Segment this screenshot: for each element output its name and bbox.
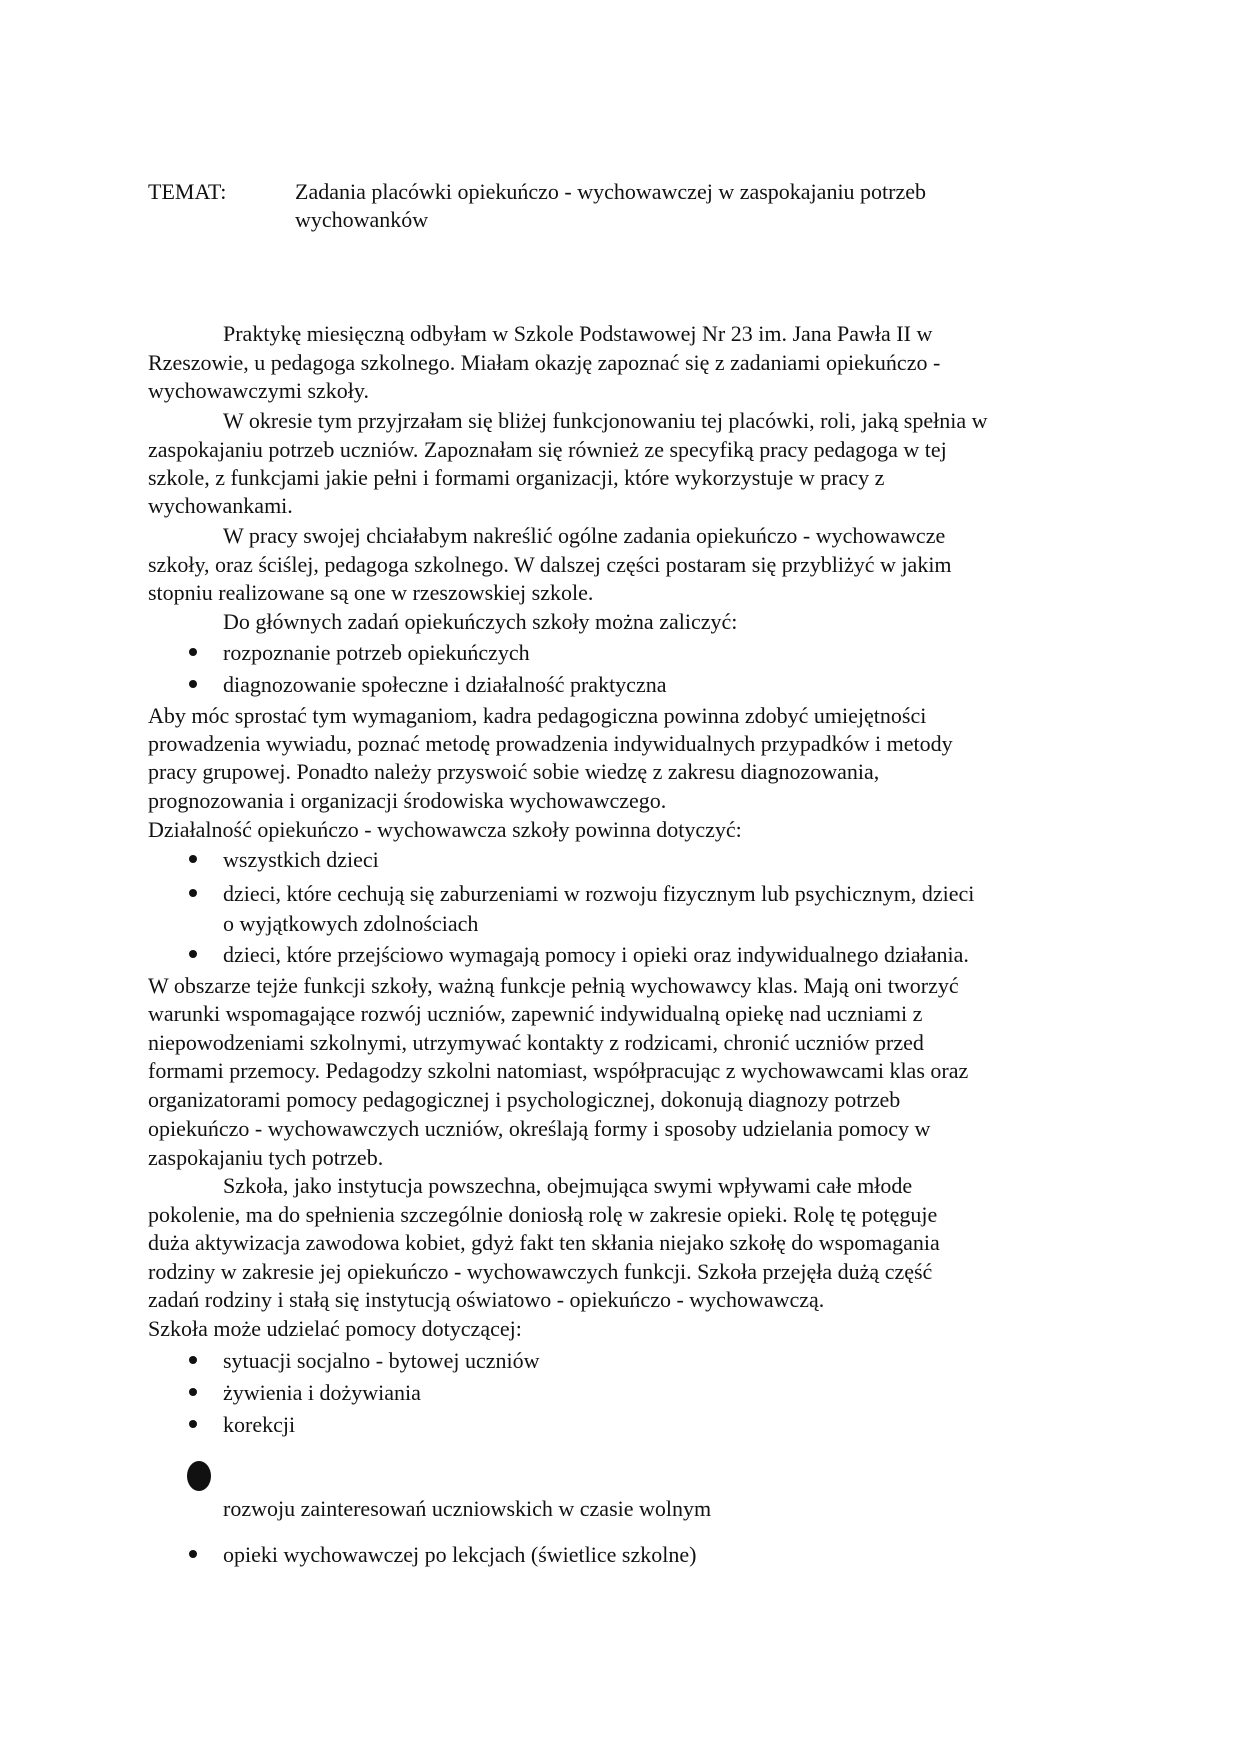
heading-text: wychowanków bbox=[295, 207, 429, 233]
bullet-icon bbox=[189, 1388, 197, 1396]
paragraph-line: zadań rodziny i stałą się instytucją oświatowo - opiekuńczo - wychowawczą. bbox=[148, 1287, 825, 1313]
paragraph-line: duża aktywizacja zawodowa kobiet, gdyż fakt ten skłania niejako szkołę do wspomagania bbox=[148, 1230, 940, 1256]
bullet-icon bbox=[189, 889, 197, 897]
paragraph-line: W okresie tym przyjrzałam się bliżej funkcjonowaniu tej placówki, roli, jaką spełnia w bbox=[223, 408, 988, 434]
bullet-icon bbox=[189, 648, 197, 656]
paragraph-line: Szkoła może udzielać pomocy dotyczącej: bbox=[148, 1316, 522, 1342]
paragraph-line: niepowodzeniami szkolnymi, utrzymywać kontakty z rodzicami, chronić uczniów przed bbox=[148, 1030, 924, 1056]
bullet-icon bbox=[189, 1550, 197, 1558]
list-item-text: rozpoznanie potrzeb opiekuńczych bbox=[223, 640, 530, 666]
paragraph-line: szkoły, oraz ściślej, pedagoga szkolnego. W dalszej części postaram się przybliżyć w jakim bbox=[148, 552, 952, 578]
heading-text: Zadania placówki opiekuńczo - wychowawczej w zaspokajaniu potrzeb bbox=[295, 179, 927, 205]
paragraph-line: wychowawczymi szkoły. bbox=[148, 377, 369, 403]
list-item-text: wszystkich dzieci bbox=[223, 847, 379, 873]
bullet-icon bbox=[189, 1356, 197, 1364]
paragraph-line: Szkoła, jako instytucja powszechna, obejmująca swymi wpływami całe młode bbox=[223, 1173, 913, 1199]
bullet-icon bbox=[189, 680, 197, 688]
paragraph-line: Aby móc sprostać tym wymaganiom, kadra pedagogiczna powinna zdobyć umiejętności bbox=[148, 702, 927, 728]
bullet-icon bbox=[189, 1420, 197, 1428]
bullet-icon bbox=[189, 855, 197, 863]
heading-text: TEMAT: bbox=[148, 179, 227, 205]
paragraph-line: Do głównych zadań opiekuńczych szkoły można zaliczyć: bbox=[223, 609, 738, 635]
paragraph-line: stopniu realizowane są one w rzeszowskiej szkole. bbox=[148, 580, 594, 606]
paragraph-line: wychowankami. bbox=[148, 493, 293, 518]
list-item-text: dzieci, które cechują się zaburzeniami w rozwoju fizycznym lub psychicznym, dzieci bbox=[223, 880, 975, 906]
bullet-icon bbox=[189, 950, 197, 958]
list-item-text: rozwoju zainteresowań uczniowskich w czasie wolnym bbox=[223, 1496, 712, 1522]
paragraph-line: zaspokajaniu potrzeb uczniów. Zapoznałam się również ze specyfiką pracy pedagoga w tej bbox=[148, 437, 947, 463]
paragraph-line: Praktykę miesięczną odbyłam w Szkole Podstawowej Nr 23 im. Jana Pawła II w bbox=[223, 320, 933, 346]
paragraph-line: prognozowania i organizacji środowiska wychowawczego. bbox=[148, 787, 667, 813]
list-item-text: diagnozowanie społeczne i działalność praktyczna bbox=[223, 671, 667, 697]
list-item-text: opieki wychowawczej po lekcjach (świetlice szkolne) bbox=[223, 1541, 697, 1567]
paragraph-line: W pracy swojej chciałabym nakreślić ogólne zadania opiekuńczo - wychowawcze bbox=[223, 523, 946, 549]
paragraph-line: prowadzenia wywiadu, poznać metodę prowadzenia indywidualnych przypadków i metody bbox=[148, 730, 953, 756]
list-item-text: dzieci, które przejściowo wymagają pomocy i opieki oraz indywidualnego działania. bbox=[223, 942, 969, 968]
paragraph-line: pokolenie, ma do spełnienia szczególnie doniosłą rolę w zakresie opieki. Rolę tę potęguje bbox=[148, 1202, 938, 1228]
paragraph-line: W obszarze tejże funkcji szkoły, ważną funkcje pełnią wychowawcy klas. Mają oni tworzyć bbox=[148, 973, 959, 999]
paragraph-line: rodziny w zakresie jej opiekuńczo - wychowawczych funkcji. Szkoła przejęła dużą część bbox=[148, 1259, 933, 1285]
list-item-text: korekcji bbox=[223, 1412, 296, 1438]
paragraph-line: zaspokajaniu tych potrzeb. bbox=[148, 1145, 384, 1171]
bullet-icon bbox=[187, 1461, 211, 1491]
paragraph-line: warunki wspomagające rozwój uczniów, zapewnić indywidualną opiekę nad uczniami z bbox=[148, 1001, 923, 1027]
list-item-text: o wyjątkowych zdolnościach bbox=[223, 910, 479, 936]
list-item-text: sytuacji socjalno - bytowej uczniów bbox=[223, 1347, 540, 1373]
paragraph-line: formami przemocy. Pedagodzy szkolni natomiast, współpracując z wychowawcami klas oraz bbox=[148, 1058, 969, 1084]
paragraph-line: Działalność opiekuńczo - wychowawcza szkoły powinna dotyczyć: bbox=[148, 816, 742, 842]
list-item-text: żywienia i dożywiania bbox=[223, 1379, 421, 1405]
paragraph-line: opiekuńczo - wychowawczych uczniów, określają formy i sposoby udzielania pomocy w bbox=[148, 1116, 931, 1142]
paragraph-line: szkole, z funkcjami jakie pełni i formami organizacji, które wykorzystuje w pracy z bbox=[148, 465, 885, 491]
paragraph-line: pracy grupowej. Ponadto należy przyswoić sobie wiedzę z zakresu diagnozowania, bbox=[148, 758, 880, 784]
paragraph-line: Rzeszowie, u pedagoga szkolnego. Miałam okazję zapoznać się z zadaniami opiekuńczo - bbox=[148, 350, 941, 376]
paragraph-line: organizatorami pomocy pedagogicznej i psychologicznej, dokonują diagnozy potrzeb bbox=[148, 1087, 901, 1113]
